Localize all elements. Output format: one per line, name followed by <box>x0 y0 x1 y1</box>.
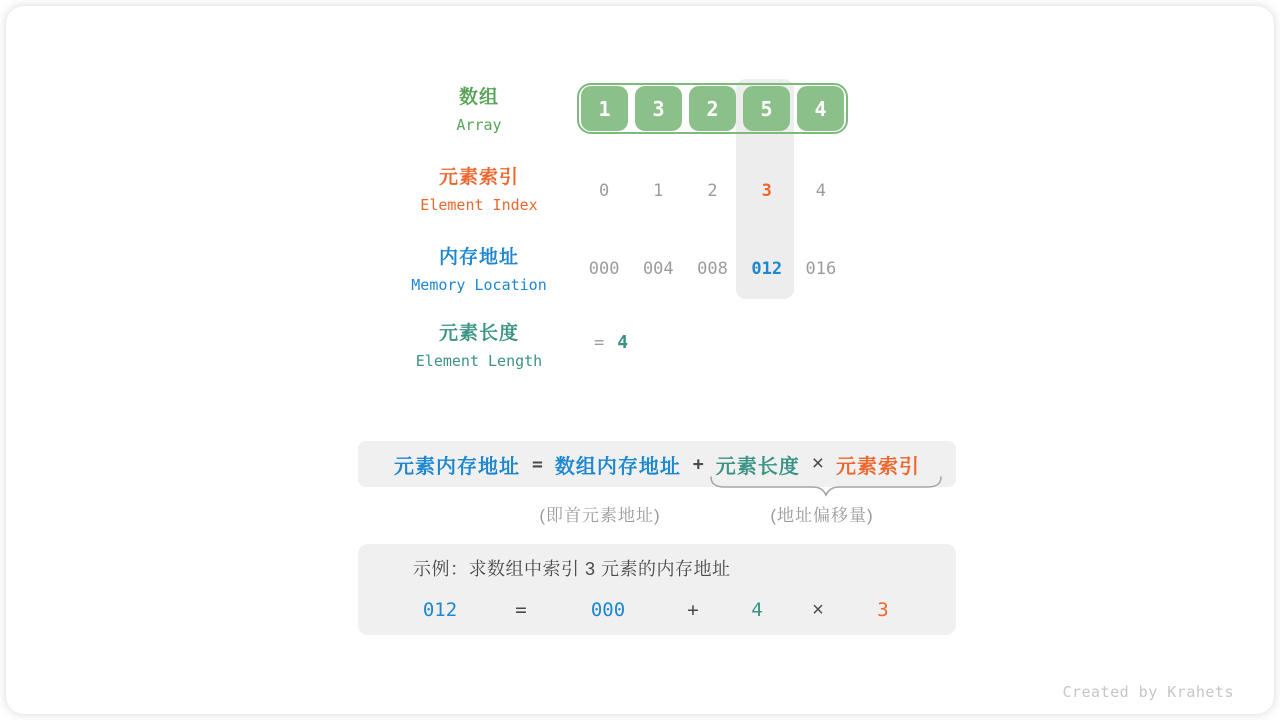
memory-label-cn: 内存地址 <box>438 247 519 268</box>
example-plus-sign: + <box>687 599 699 621</box>
array-cell: 3 <box>635 86 682 131</box>
formula-caption-first-element: (即首元素地址) <box>539 506 661 525</box>
example-box <box>358 544 956 635</box>
length-label-block <box>354 322 604 371</box>
length-label-en: Element Length <box>415 352 543 370</box>
formula-multiply-sign: × <box>811 452 824 475</box>
index-label-en: Element Index <box>420 196 538 214</box>
example-result-address: 012 <box>422 599 458 621</box>
memory-label-block <box>354 246 604 295</box>
length-value: 4 <box>617 332 629 353</box>
array-container <box>577 83 848 134</box>
index-value-highlighted: 3 <box>761 181 772 201</box>
array-cell: 4 <box>797 86 844 131</box>
array-cell: 1 <box>581 86 628 131</box>
formula-equals-sign: = <box>532 453 543 475</box>
index-value-row <box>577 180 848 202</box>
array-label-block <box>354 86 604 135</box>
array-cell-highlighted: 5 <box>743 86 790 131</box>
diagram-card <box>6 6 1274 714</box>
memory-value-row <box>577 258 848 280</box>
index-value: 0 <box>598 181 610 201</box>
formula-term-element-address: 元素内存地址 <box>394 455 521 478</box>
array-label-cn: 数组 <box>458 87 499 108</box>
example-equals-sign: = <box>515 599 527 621</box>
underbrace <box>709 475 943 497</box>
length-equals-sign: = <box>594 333 605 353</box>
example-element-index: 3 <box>877 599 889 621</box>
memory-value-highlighted: 012 <box>751 259 783 279</box>
memory-value: 016 <box>805 259 837 279</box>
index-value: 4 <box>815 181 827 201</box>
memory-value: 008 <box>697 259 728 279</box>
formula-term-element-index: 元素索引 <box>835 455 920 478</box>
memory-value: 004 <box>642 259 674 279</box>
example-element-length: 4 <box>751 599 763 621</box>
array-label-en: Array <box>456 116 502 134</box>
length-label-cn: 元素长度 <box>438 323 519 344</box>
example-base-address: 000 <box>590 599 626 621</box>
index-label-block <box>354 166 604 215</box>
watermark: Created by Krahets <box>1062 683 1234 701</box>
index-value: 1 <box>653 181 664 201</box>
example-title: 示例：求数组中索引 3 元素的内存地址 <box>413 559 731 579</box>
array-cell: 2 <box>689 86 736 131</box>
length-value-row <box>594 332 628 353</box>
index-label-cn: 元素索引 <box>438 167 519 188</box>
formula-plus-sign: + <box>692 453 704 475</box>
formula-term-element-length: 元素长度 <box>715 455 800 478</box>
formula-caption-offset: (地址偏移量) <box>770 506 874 525</box>
memory-label-en: Memory Location <box>411 276 547 294</box>
index-value: 2 <box>707 181 718 201</box>
example-multiply-sign: × <box>812 599 824 621</box>
formula-term-array-address: 数组内存地址 <box>554 455 681 478</box>
memory-value: 000 <box>588 259 620 279</box>
